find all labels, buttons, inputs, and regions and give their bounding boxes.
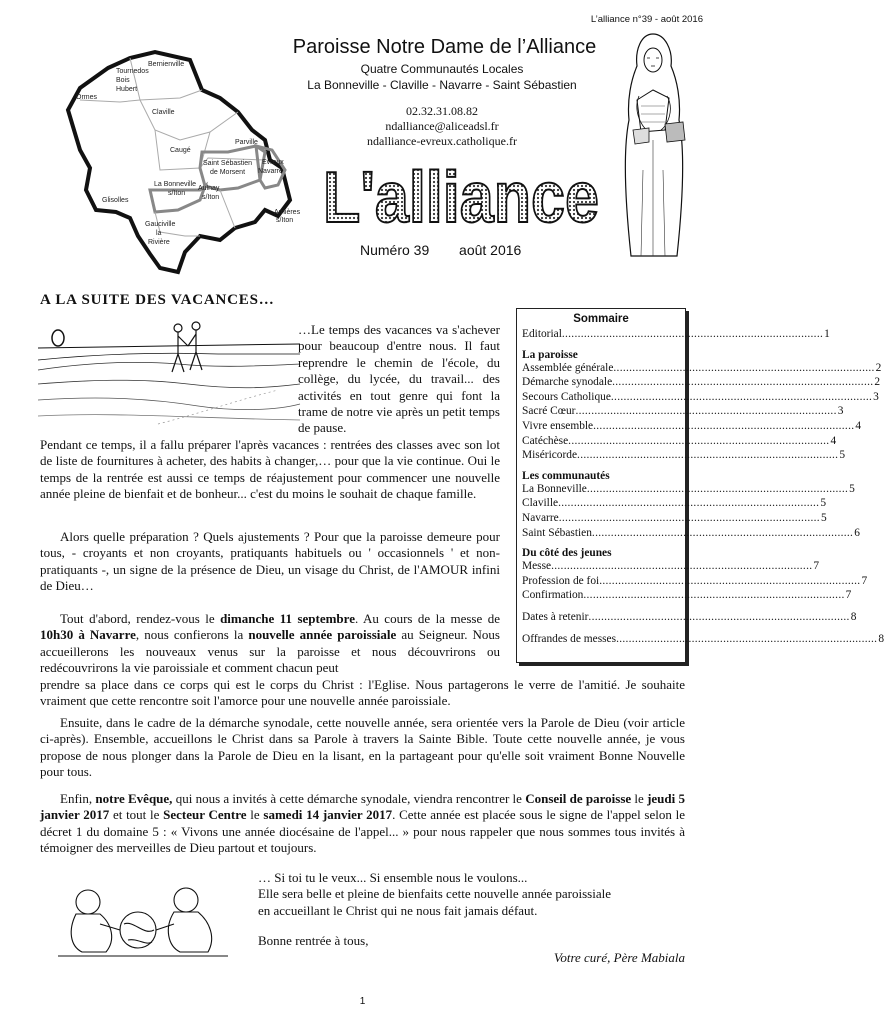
article-paragraph-3-continued: prendre sa place dans ce corps qui est le corps du Christ : l'Eglise. Nous partagerons le verre de l'amitié. Je souhaite vraiment que cette rencontre soit l'amorce pour une nouvelle année paroissiale. xyxy=(40,677,685,709)
map-label: de Morsent xyxy=(210,169,246,176)
toc-entry[interactable]: Saint Sébastien ..... 6 xyxy=(522,526,680,541)
children-illustration xyxy=(58,880,228,960)
toc-entry[interactable]: Confirmation ..... 7 xyxy=(522,588,680,603)
table-of-contents xyxy=(516,308,884,663)
toc-entry[interactable]: Sacré Cœur ..... 3 xyxy=(522,404,680,419)
issue-number: Numéro 39 xyxy=(360,242,430,258)
toc-section-title: Du côté des jeunes xyxy=(522,547,612,560)
toc-section-title: La paroisse xyxy=(522,348,578,361)
map-label: s/Iton xyxy=(202,194,220,201)
article-paragraph-1: Pendant ce temps, il a fallu préparer l'après vacances : rentrées des classes avec son lot de liste de fournitures à acheter, des habits à changer,… pour que la vie continue. Oui le temps de la rentrée est aussi ce temps de réajustement pour commencer une nouvelle année pleine de bienfait et de bonheur... c'est du moins le souhait de chaque famille. xyxy=(40,437,500,502)
closing-lines: … Si toi tu le veux... Si ensemble nous le voulons... Elle sera belle et pleine de bienfaits cette nouvelle année paroissiale en accueillant le Christ qui ne nous fait jamais défaut. xyxy=(258,870,612,918)
communities-title: Quatre Communautés Locales xyxy=(360,62,524,76)
toc-entry[interactable]: Démarche synodale ..... 2 xyxy=(522,375,680,390)
website-link[interactable]: ndalliance-evreux.catholique.fr xyxy=(367,134,517,148)
map-label: Caugé xyxy=(170,147,191,154)
toc-entry[interactable]: Vivre ensemble ..... 4 xyxy=(522,419,680,434)
toc-entry[interactable]: Editorial ..... 1 xyxy=(522,327,680,342)
map-label: Parville xyxy=(235,139,258,146)
article-paragraph-2: Alors quelle préparation ? Quels ajustements ? Pour que la paroisse demeure pour tous, - croyants et non croyants, pratiquants habituels ou ' occasionnels ' et non-pratiquants -, un signe de la présence de Dieu, un visage du Christ, de l'AMOUR infini de Dieu… xyxy=(40,529,500,594)
map-label: Glisolles xyxy=(102,197,129,204)
alliance-logo xyxy=(320,158,602,238)
toc-entry[interactable]: Offrandes de messes ..... 8 xyxy=(522,632,680,647)
parish-title: Paroisse Notre Dame de l’Alliance xyxy=(292,36,597,58)
toc-section-title: Les communautés xyxy=(522,469,610,482)
map-label: Navarre xyxy=(258,168,283,175)
communities-list: La Bonneville - Claville - Navarre - Saint Sébastien xyxy=(307,78,577,92)
toc-entry[interactable]: Catéchèse ..... 4 xyxy=(522,434,680,449)
mass-highlight: 10h30 à Navarre xyxy=(40,627,136,643)
email-link[interactable]: ndalliance@aliceadsl.fr xyxy=(385,119,499,133)
article-paragraph-4: Ensuite, dans le cadre de la démarche synodale, cette nouvelle année, sera orientée vers la Parole de Dieu (voir article ci-après). Ensemble, accueillons le Christ dans sa Parole à travers la Sainte Bible. Toute cette nouvelle année, je vous propose de nous plonger dans la Parole de Dieu en la lisant, en la partageant pour qu'elle soit vraiment Bonne Nouvelle pour tous. xyxy=(40,715,685,780)
toc-entry[interactable]: Profession de foi ..... 7 xyxy=(522,574,680,589)
map-label: s/Iton xyxy=(168,190,186,197)
map-label: Gauciville xyxy=(145,221,176,228)
map-label: Hubert xyxy=(116,86,138,93)
map-label: Aulnay xyxy=(198,185,220,192)
article-heading: A LA SUITE DES VACANCES… xyxy=(40,292,275,308)
map-label: Arnières xyxy=(274,209,301,216)
article-intro: …Le temps des vacances va s'achever pour beaucoup d'entre nous. Il faut reprendre le chemin de l'école, du collège, du lycée, du travail... des activités en tout genre qui font la trame de notre vie après un petit temps de pause. xyxy=(298,322,500,436)
year-highlight: nouvelle année paroissiale xyxy=(248,627,397,643)
map-label: Bois xyxy=(116,77,130,84)
toc-entry[interactable]: Dates à retenir ..... 8 xyxy=(522,610,680,625)
logo-text: L'alliance xyxy=(323,158,599,238)
toc-entry[interactable]: Messe ..... 7 xyxy=(522,559,680,574)
article-paragraph-3: Tout d'abord, rendez-vous le dimanche 11 septembre. Au cours de la messe de 10h30 à Navarre, nous confierons la nouvelle année paroissiale au Seigneur. Nous accueillerons les nouveaux venus sur la paroisse et nous découvrirons ou redécouvrirons la vie paroissiale et comment chacun peut xyxy=(40,611,500,676)
parish-map xyxy=(60,40,301,275)
beach-illustration xyxy=(38,320,300,430)
map-label: la xyxy=(156,230,162,237)
map-label: Claville xyxy=(152,109,175,116)
toc-entry[interactable]: Navarre ..... 5 xyxy=(522,511,680,526)
map-label: Tournedos xyxy=(116,68,149,75)
map-label: Evreux xyxy=(262,159,284,166)
saint-sebastien-boundary xyxy=(200,146,265,190)
issue-info xyxy=(360,242,521,258)
toc-title: Sommaire xyxy=(573,313,629,325)
signature: Votre curé, Père Mabiala xyxy=(553,950,685,965)
map-label: La Bonneville xyxy=(154,181,197,188)
greeting: Bonne rentrée à tous, xyxy=(258,933,369,948)
issue-header: L’alliance n°39 - août 2016 xyxy=(590,14,703,25)
date-highlight: dimanche 11 septembre xyxy=(220,611,355,626)
article-paragraph-5: Enfin, notre Evêque, qui nous a invités à cette démarche synodale, viendra rencontrer le Conseil de paroisse le jeudi 5 janvier 2017 et tout le Secteur Centre le samedi 14 janvier 2017. Cette année est placée sous le signe de l'appel selon le décret 1 du domaine 5 : « Vivons une année diocésaine de l'appel... » pour nous rappeler que nous sommes tous invités à témoigner des merveilles de Dieu partout et toujours. xyxy=(40,791,685,856)
toc-entry[interactable]: Claville ..... 5 xyxy=(522,496,680,511)
phone: 02.32.31.08.82 xyxy=(406,104,478,118)
map-label: Bernienville xyxy=(148,61,185,68)
map-label: Saint Sébastien xyxy=(203,160,253,167)
contact-block xyxy=(322,104,562,149)
map-label: Rivière xyxy=(148,239,170,246)
toc-entry[interactable]: La Bonneville ..... 5 xyxy=(522,482,680,497)
map-label: s/Iton xyxy=(276,217,294,224)
issue-date: août 2016 xyxy=(459,242,522,258)
toc-entry[interactable]: Secours Catholique ..... 3 xyxy=(522,390,680,405)
toc-entry[interactable]: Miséricorde ..... 5 xyxy=(522,448,680,463)
toc-entry[interactable]: Assemblée générale ..... 2 xyxy=(522,361,680,376)
page-number: 1 xyxy=(359,996,366,1007)
madonna-illustration xyxy=(613,30,693,260)
map-label: Ormes xyxy=(76,94,97,101)
